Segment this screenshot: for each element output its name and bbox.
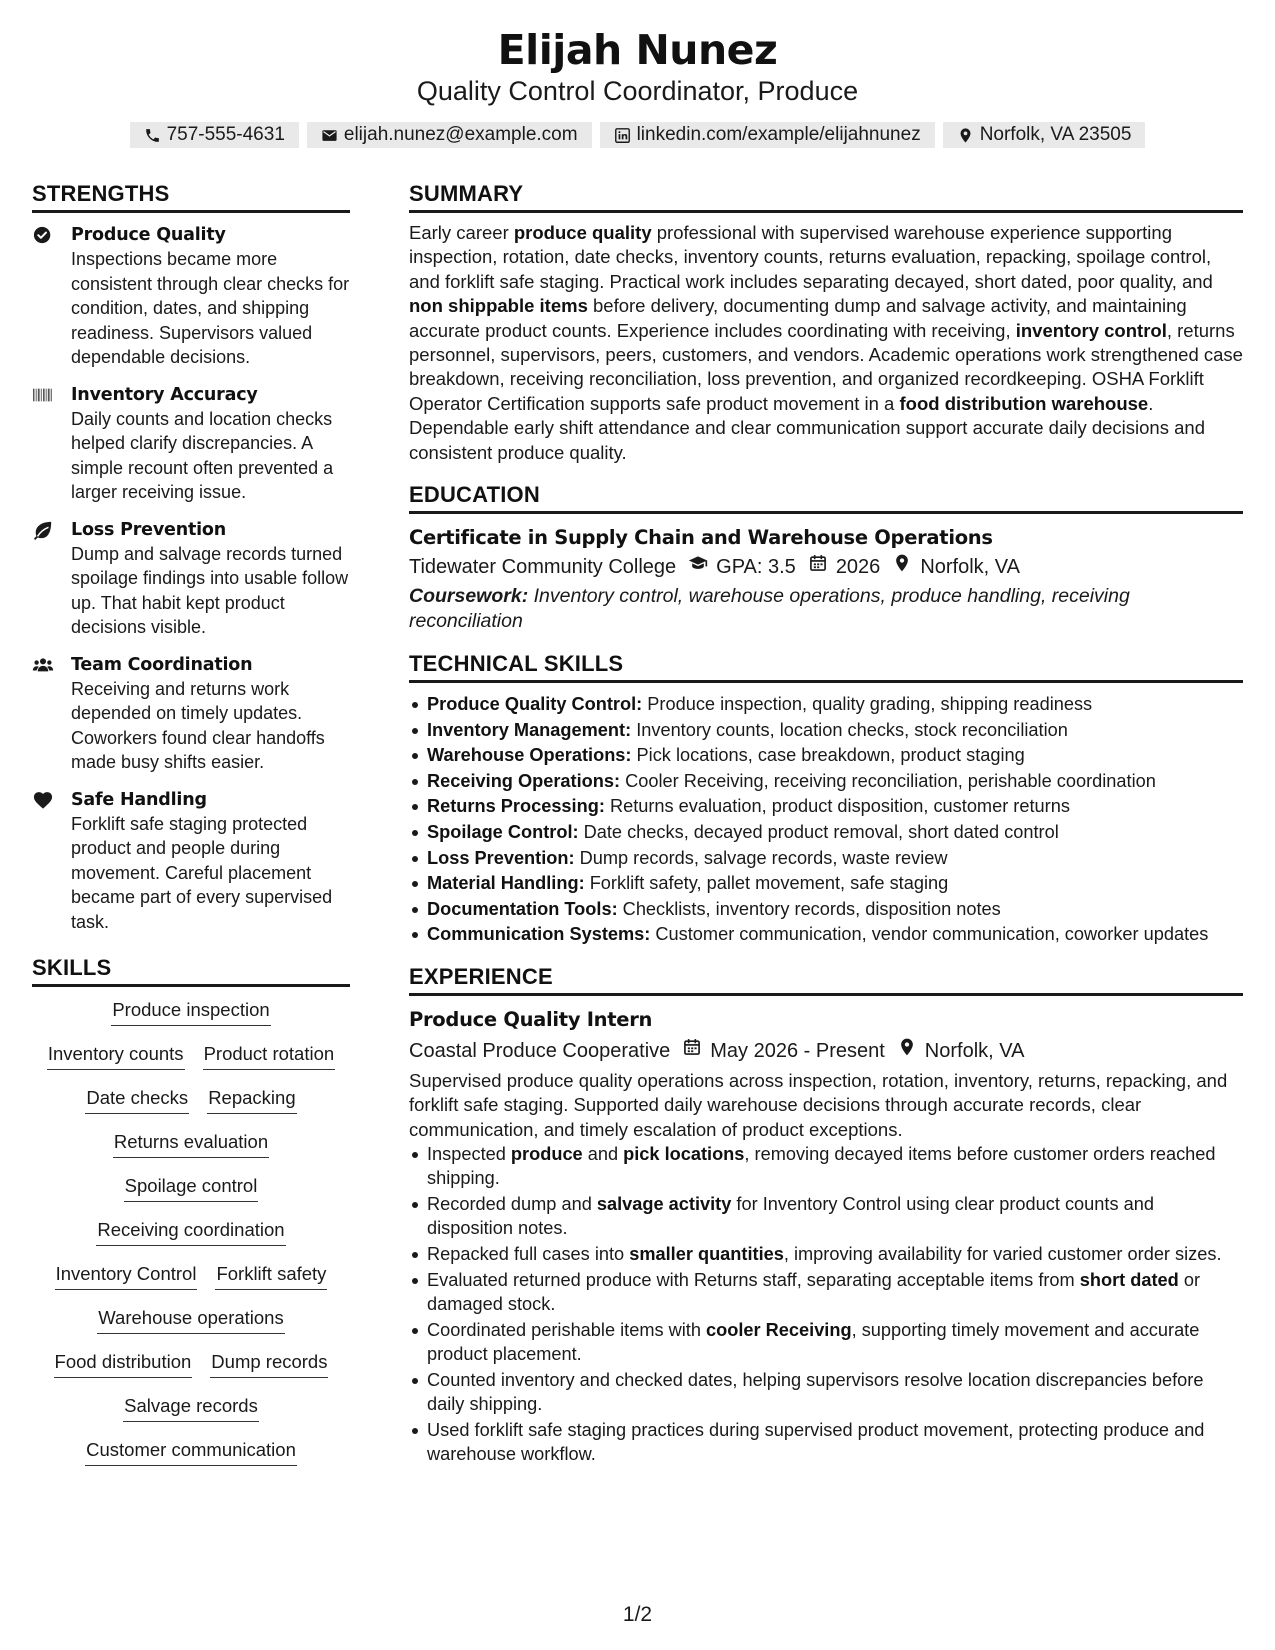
check-circle-icon: [32, 225, 54, 245]
job-dates: May 2026 - Present: [710, 1039, 885, 1062]
skill-tag: Warehouse operations: [97, 1305, 284, 1334]
skill-tag: Inventory counts: [47, 1041, 185, 1070]
year-item: [808, 552, 881, 582]
strength-item: [32, 223, 350, 370]
users-icon: [32, 655, 54, 675]
experience-heading: EXPERIENCE: [409, 963, 1243, 996]
job-title: Produce Quality Intern: [409, 1007, 653, 1031]
page-number: 1/2: [622, 1603, 653, 1626]
text-run: for Inventory Control using clear product counts and disposition notes.: [427, 1194, 1154, 1239]
technical-skill-text: Customer communication, vendor communication, coworker updates: [650, 924, 1209, 945]
experience-bullet: [409, 1242, 1243, 1266]
strength-item: [32, 518, 350, 640]
text-run: , removing decayed items before customer orders reached shipping.: [427, 1144, 1216, 1189]
text-run: Evaluated returned produce with Returns staff, separating acceptable items from: [427, 1269, 1080, 1290]
contact-text: Norfolk, VA 23505: [979, 124, 1132, 145]
calendar-icon: [682, 1036, 710, 1066]
graduation-cap-icon: [688, 552, 716, 582]
experience-bullet: [409, 1192, 1243, 1241]
leaf-icon: [32, 520, 54, 540]
strength-item: [32, 383, 350, 505]
technical-skill-item: [409, 743, 1243, 767]
right-column: [409, 180, 1243, 1468]
technical-skill-item: [409, 718, 1243, 742]
bold-phrase: produce quality: [513, 222, 652, 243]
candidate-title: Quality Control Coordinator, Produce: [416, 76, 859, 106]
technical-skill-text: Returns evaluation, product disposition, customer returns: [604, 796, 1070, 817]
skill-tag: Returns evaluation: [113, 1129, 269, 1158]
contact-chip[interactable]: [307, 122, 592, 148]
contact-text: elijah.nunez@example.com: [343, 124, 578, 145]
technical-skill-label: Loss Prevention:: [427, 847, 575, 868]
job-location-item: [897, 1036, 1025, 1066]
left-column: [32, 180, 350, 1481]
technical-skill-item: [409, 820, 1243, 844]
technical-skills-heading: TECHNICAL SKILLS: [409, 650, 1243, 683]
strength-title: Produce Quality: [71, 225, 226, 245]
skill-tag: Salvage records: [123, 1393, 259, 1422]
contact-chip[interactable]: [943, 122, 1146, 148]
technical-skill-item: [409, 871, 1243, 895]
technical-skill-item: [409, 769, 1243, 793]
skill-row: [32, 1305, 350, 1349]
contact-chip[interactable]: [600, 122, 935, 148]
strength-description: Inspections became more consistent through clear checks for condition, dates, and shipping readiness. Supervisors valued dependable decisions.: [71, 249, 350, 367]
bold-phrase: cooler Receiving: [706, 1319, 852, 1340]
contact-text: 757-555-4631: [166, 124, 285, 145]
bold-phrase: short dated: [1079, 1269, 1179, 1290]
technical-skill-item: [409, 794, 1243, 818]
education-meta: [409, 552, 1243, 582]
bold-phrase: salvage activity: [596, 1194, 732, 1215]
technical-skill-item: [409, 846, 1243, 870]
degree-title: Certificate in Supply Chain and Warehouse Operations: [409, 526, 993, 550]
skill-tag: Receiving coordination: [96, 1217, 285, 1246]
strength-title: Safe Handling: [71, 789, 207, 810]
skill-row: [32, 1437, 350, 1481]
phone-icon: [144, 127, 161, 144]
technical-skill-text: Cooler Receiving, receiving reconciliation, perishable coordination: [620, 770, 1156, 791]
skills-heading: SKILLS: [32, 954, 350, 987]
technical-skill-label: Spoilage Control:: [427, 822, 579, 843]
bold-phrase: produce: [510, 1144, 583, 1165]
contact-text: linkedin.com/example/elijahnunez: [636, 124, 921, 145]
skill-tag: Customer communication: [85, 1437, 297, 1466]
coursework: [409, 584, 1243, 633]
school-name: Tidewater Community College: [409, 556, 677, 579]
strength-title: Loss Prevention: [71, 519, 227, 540]
text-run: professional with supervised warehouse experience supporting inspection, rotation, date checks, inventory counts, returns evaluation, repacking, spoilage control, and forklift safe staging. Practical work includes separating decayed, short dated, poor quality, and: [409, 222, 1213, 292]
text-run: Early career: [409, 222, 514, 243]
heart-icon: [32, 790, 54, 810]
technical-skill-text: Checklists, inventory records, disposition notes: [617, 898, 1001, 919]
skill-row: [32, 1261, 350, 1305]
bold-phrase: food distribution warehouse: [899, 392, 1149, 414]
bold-phrase: pick locations: [623, 1144, 745, 1165]
graduation-year: 2026: [835, 556, 881, 579]
technical-skill-text: Forklift safety, pallet movement, safe staging: [584, 873, 949, 894]
strength-item: [32, 788, 350, 935]
experience-bullets: [409, 1142, 1243, 1466]
school-location: Norfolk, VA: [920, 556, 1020, 579]
strength-title: Team Coordination: [71, 654, 253, 675]
skill-row: [32, 1041, 350, 1085]
location-icon: [897, 1036, 925, 1066]
skill-row: [32, 1085, 350, 1129]
technical-skill-item: [409, 897, 1243, 921]
job-location: Norfolk, VA: [924, 1039, 1025, 1062]
bold-phrase: non shippable items: [409, 295, 588, 317]
calendar-icon: [808, 552, 836, 582]
text-run: . Dependable early shift attendance and clear communication support accurate daily decisions and consistent produce quality.: [409, 392, 1205, 463]
text-run: , supporting timely movement and accurate product placement.: [427, 1319, 1200, 1365]
skill-tag: Produce inspection: [111, 997, 270, 1026]
experience-bullet: [409, 1268, 1243, 1317]
strength-description: Daily counts and location checks helped clarify discrepancies. A simple recount often prevented a larger receiving issue.: [71, 408, 334, 502]
technical-skill-item: [409, 692, 1243, 716]
company-name: Coastal Produce Cooperative: [409, 1039, 671, 1062]
gpa-text: GPA: 3.5: [716, 556, 796, 579]
technical-skill-text: Inventory counts, location checks, stock reconciliation: [631, 719, 1068, 740]
candidate-name: Elijah Nunez: [497, 26, 778, 74]
experience-bullet: [409, 1368, 1243, 1417]
contact-bar: [0, 122, 1275, 148]
text-run: Coordinated perishable items with: [427, 1319, 707, 1340]
experience-bullet: [409, 1418, 1243, 1467]
location-icon: [957, 127, 974, 144]
skill-tag: Product rotation: [203, 1041, 336, 1070]
skill-tag: Spoilage control: [124, 1173, 259, 1202]
technical-skill-label: Material Handling:: [427, 873, 585, 894]
skills-list: [32, 997, 350, 1481]
coursework-text: Inventory control, warehouse operations, produce handling, receiving reconciliation: [409, 585, 1130, 632]
strengths-list: [32, 223, 350, 934]
strength-item: [32, 653, 350, 775]
bold-phrase: inventory control: [1015, 319, 1167, 341]
technical-skill-label: Documentation Tools:: [427, 898, 618, 919]
strength-title: Inventory Accuracy: [71, 384, 258, 405]
edu-location-item: [892, 552, 1020, 582]
text-run: and: [582, 1144, 624, 1165]
text-run: Inspected: [427, 1144, 511, 1165]
text-run: Counted inventory and checked dates, helping supervisors resolve location discrepancies before daily shipping.: [427, 1369, 1204, 1415]
text-run: before delivery, documenting dump and salvage activity, and maintaining accurate product counts. Experience includes coordinating with receiving,: [409, 295, 1187, 341]
skill-row: [32, 1393, 350, 1437]
skill-row: [32, 997, 350, 1041]
skill-tag: Food distribution: [54, 1349, 193, 1378]
strength-description: Forklift safe staging protected product and people during movement. Careful placement became part of every supervised task.: [71, 813, 333, 932]
skill-row: [32, 1349, 350, 1393]
job-dates-item: [682, 1036, 885, 1066]
technical-skill-label: Warehouse Operations:: [427, 745, 632, 766]
text-run: Recorded dump and: [427, 1194, 597, 1215]
location-icon: [892, 552, 920, 582]
technical-skill-text: Dump records, salvage records, waste review: [574, 847, 948, 868]
skill-row: [32, 1173, 350, 1217]
technical-skill-label: Produce Quality Control:: [427, 694, 643, 715]
technical-skill-text: Produce inspection, quality grading, shipping readiness: [642, 694, 1093, 715]
strength-description: Receiving and returns work depended on timely updates. Coworkers found clear handoffs made busy shifts easier.: [71, 678, 325, 772]
email-icon: [321, 127, 338, 144]
skill-tag: Forklift safety: [215, 1261, 327, 1290]
experience-bullet: [409, 1142, 1243, 1191]
technical-skill-item: [409, 922, 1243, 946]
gpa-item: [688, 552, 796, 582]
skill-tag: Dump records: [210, 1349, 328, 1378]
text-run: Repacked full cases into: [427, 1244, 630, 1265]
technical-skill-text: Date checks, decayed product removal, short dated control: [578, 822, 1059, 843]
technical-skill-label: Receiving Operations:: [427, 770, 621, 791]
technical-skill-label: Communication Systems:: [427, 924, 651, 945]
skill-row: [32, 1129, 350, 1173]
education-heading: EDUCATION: [409, 481, 1243, 514]
bold-phrase: smaller quantities: [629, 1244, 784, 1265]
skill-tag: Inventory Control: [55, 1261, 198, 1290]
skill-tag: Date checks: [85, 1085, 189, 1114]
skill-row: [32, 1217, 350, 1261]
summary-text: [409, 221, 1243, 465]
skill-tag: Repacking: [207, 1085, 296, 1114]
linkedin-icon: [614, 127, 631, 144]
job-meta: [409, 1036, 1243, 1066]
technical-skills-list: [409, 692, 1243, 947]
text-run: , returns personnel, supervisors, peers, customers, and vendors. Academic operations work strengthened case breakdown, receiving reconciliation, loss prevention, and organized recordkeeping. OSHA Forklift Operator Certification supports safe product movement in a: [409, 319, 1243, 414]
technical-skill-label: Returns Processing:: [427, 796, 605, 817]
text-run: , improving availability for varied customer order sizes.: [783, 1244, 1222, 1265]
summary-heading: SUMMARY: [409, 180, 1243, 213]
technical-skill-text: Pick locations, case breakdown, product staging: [631, 745, 1025, 766]
contact-chip[interactable]: [130, 122, 299, 148]
job-summary: Supervised produce quality operations across inspection, rotation, inventory, returns, repacking, and forklift safe staging. Supported daily warehouse decisions through accurate records, clear communication, and timely escalation of product exceptions.: [409, 1069, 1228, 1140]
text-run: Used forklift safe staging practices during supervised product movement, protecting produce and warehouse workflow.: [427, 1419, 1205, 1465]
strengths-heading: STRENGTHS: [32, 180, 350, 213]
barcode-icon: [32, 385, 54, 405]
text-run: or damaged stock.: [427, 1269, 1201, 1315]
strength-description: Dump and salvage records turned spoilage findings into usable follow up. That habit kept product decisions visible.: [71, 543, 349, 637]
coursework-label: Coursework:: [409, 585, 529, 608]
experience-bullet: [409, 1318, 1243, 1367]
technical-skill-label: Inventory Management:: [427, 719, 632, 740]
resume-header: [0, 0, 1275, 148]
